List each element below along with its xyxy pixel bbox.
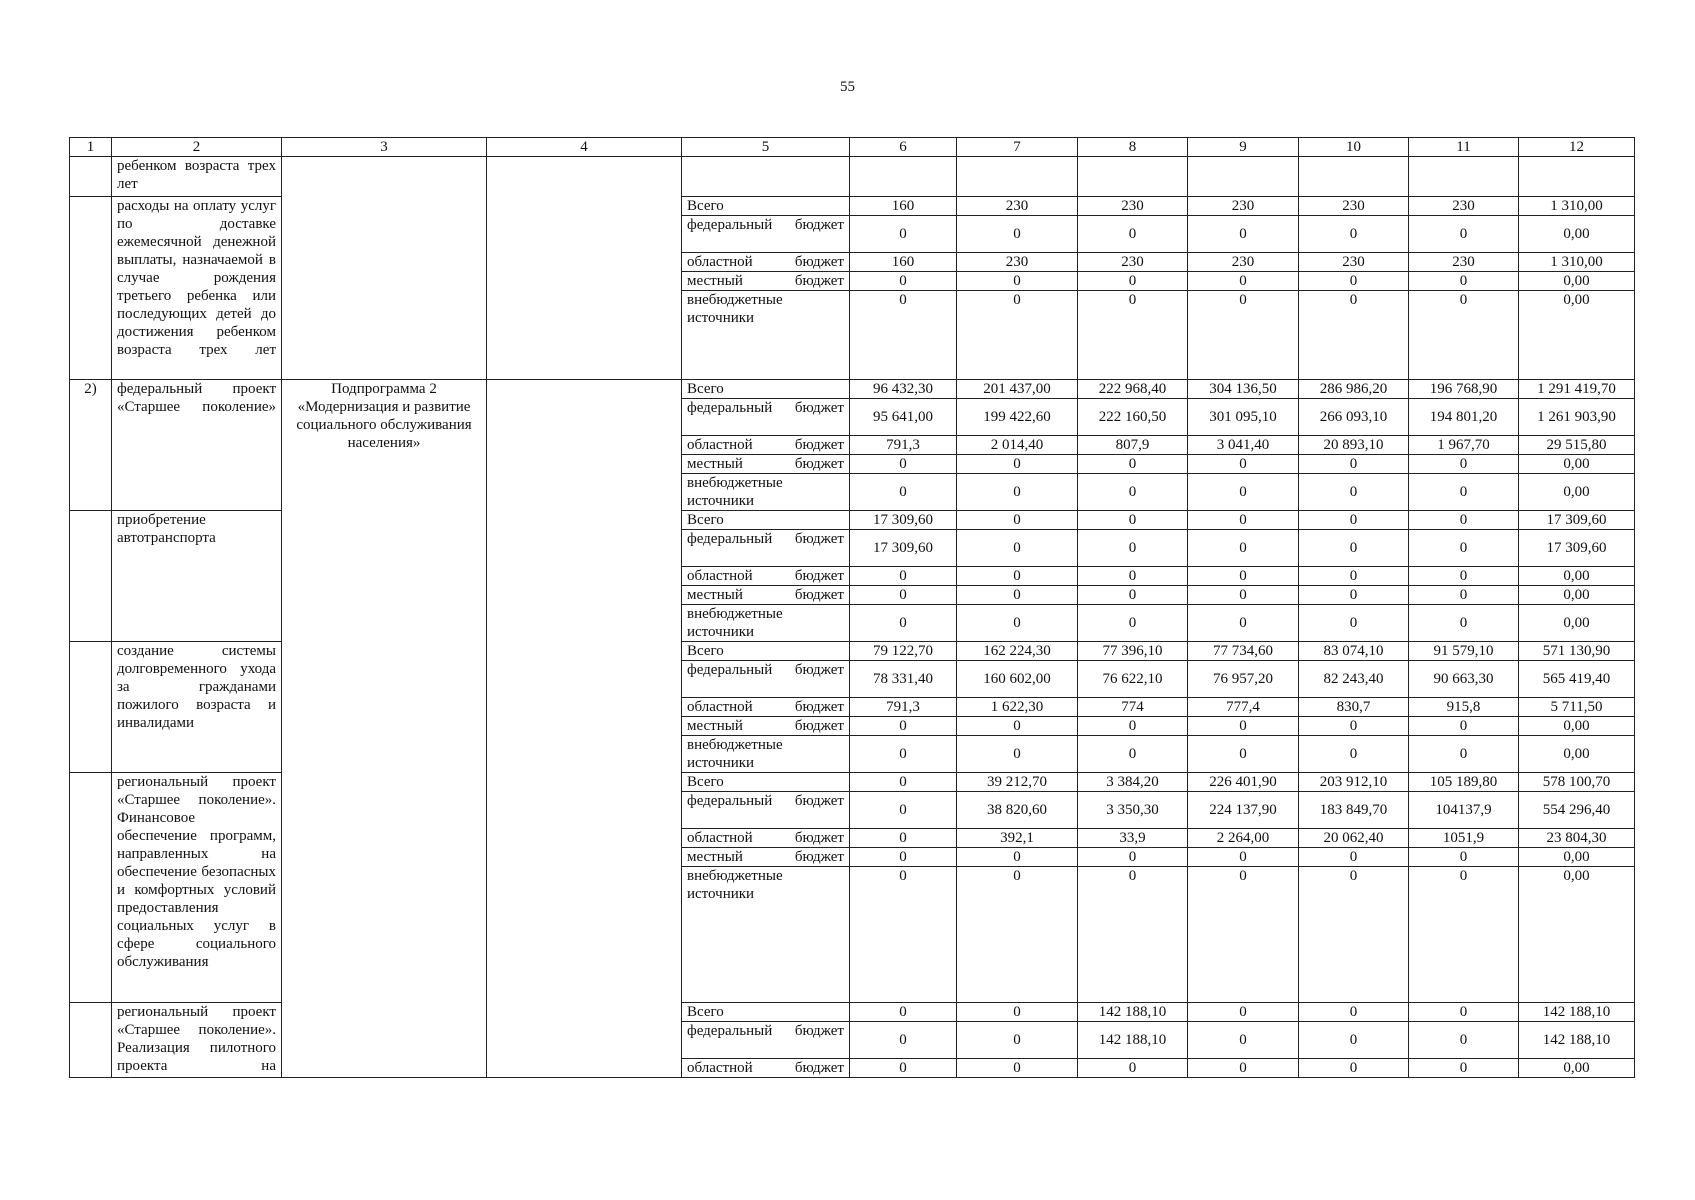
- value-cell: 0: [957, 530, 1078, 567]
- value-cell: 0: [1188, 511, 1299, 530]
- value-cell: 142 188,10: [1519, 1022, 1635, 1059]
- value-cell: 1 291 419,70: [1519, 380, 1635, 399]
- value-cell: 3 384,20: [1078, 773, 1188, 792]
- value-cell: 0: [1188, 530, 1299, 567]
- value-cell: 0: [1078, 1059, 1188, 1078]
- value-cell: 0,00: [1519, 291, 1635, 380]
- value-cell: 0: [1299, 455, 1409, 474]
- row-number-cell: [70, 157, 112, 197]
- value-cell: 0: [1409, 717, 1519, 736]
- value-cell: 77 734,60: [1188, 642, 1299, 661]
- value-cell: 0: [850, 717, 957, 736]
- row-number-cell: [70, 1003, 112, 1078]
- funding-source-cell: местный бюджет: [682, 848, 850, 867]
- value-cell: 0: [1299, 272, 1409, 291]
- value-cell: 0: [1409, 1059, 1519, 1078]
- column-header: 9: [1188, 138, 1299, 157]
- value-cell: 0: [850, 1022, 957, 1059]
- funding-source-cell: внебюджетные источники: [682, 605, 850, 642]
- value-cell: 0,00: [1519, 272, 1635, 291]
- value-cell: 0: [1188, 736, 1299, 773]
- value-cell: 0: [1299, 586, 1409, 605]
- column-header: 10: [1299, 138, 1409, 157]
- value-cell: 104137,9: [1409, 792, 1519, 829]
- value-cell: 230: [1078, 197, 1188, 216]
- value-cell: 0: [1299, 530, 1409, 567]
- value-cell: 1 622,30: [957, 698, 1078, 717]
- funding-source-cell: Всего: [682, 197, 850, 216]
- value-cell: 226 401,90: [1188, 773, 1299, 792]
- value-cell: 286 986,20: [1299, 380, 1409, 399]
- value-cell: 0: [957, 736, 1078, 773]
- value-cell: 0: [850, 867, 957, 1003]
- value-cell: 571 130,90: [1519, 642, 1635, 661]
- row-number-cell: [70, 773, 112, 1003]
- value-cell: 0: [1409, 272, 1519, 291]
- value-cell: 230: [1188, 253, 1299, 272]
- value-cell: 777,4: [1188, 698, 1299, 717]
- value-cell: 194 801,20: [1409, 399, 1519, 436]
- funding-source-cell: федеральный бюджет: [682, 216, 850, 253]
- value-cell: 0: [1299, 474, 1409, 511]
- value-cell: 0: [1409, 474, 1519, 511]
- value-cell: 0: [1299, 216, 1409, 253]
- value-cell: 0: [1078, 272, 1188, 291]
- value-cell: 0: [850, 291, 957, 380]
- value-cell: 0: [1409, 455, 1519, 474]
- value-cell: 160: [850, 197, 957, 216]
- measure-name-cell: региональный проект «Старшее поколение». Финансовое обеспечение программ, направленных на обеспечение безопасных и комфортных условий предоставления социальных услуг в сфере социального обслуживания: [112, 773, 282, 1003]
- value-cell: 0: [1188, 455, 1299, 474]
- value-cell: 0: [957, 1022, 1078, 1059]
- value-cell: 29 515,80: [1519, 436, 1635, 455]
- value-cell: 0: [1409, 736, 1519, 773]
- measure-name-cell: приобретение автотранспорта: [112, 511, 282, 642]
- row-number-cell: [70, 511, 112, 642]
- empty-cell: [1409, 157, 1519, 197]
- funding-source-cell: внебюджетные источники: [682, 474, 850, 511]
- funding-source-cell: местный бюджет: [682, 272, 850, 291]
- row-number-cell: [70, 197, 112, 380]
- value-cell: 230: [1188, 197, 1299, 216]
- value-cell: 0: [850, 1059, 957, 1078]
- column-header: 11: [1409, 138, 1519, 157]
- value-cell: 1 967,70: [1409, 436, 1519, 455]
- value-cell: 222 160,50: [1078, 399, 1188, 436]
- value-cell: 0,00: [1519, 717, 1635, 736]
- value-cell: 201 437,00: [957, 380, 1078, 399]
- value-cell: 0: [957, 216, 1078, 253]
- value-cell: 2 014,40: [957, 436, 1078, 455]
- value-cell: 142 188,10: [1519, 1003, 1635, 1022]
- value-cell: 0,00: [1519, 848, 1635, 867]
- empty-cell: [282, 157, 487, 380]
- funding-source-cell: Всего: [682, 642, 850, 661]
- value-cell: 0: [850, 848, 957, 867]
- header-row: [70, 138, 1635, 157]
- value-cell: 578 100,70: [1519, 773, 1635, 792]
- value-cell: 0: [1299, 717, 1409, 736]
- value-cell: 17 309,60: [850, 530, 957, 567]
- value-cell: 2 264,00: [1188, 829, 1299, 848]
- value-cell: 79 122,70: [850, 642, 957, 661]
- funding-source-cell: внебюджетные источники: [682, 867, 850, 1003]
- value-cell: 0: [1299, 867, 1409, 1003]
- funding-source-cell: областной бюджет: [682, 698, 850, 717]
- value-cell: 76 622,10: [1078, 661, 1188, 698]
- value-cell: 183 849,70: [1299, 792, 1409, 829]
- value-cell: 0: [1188, 474, 1299, 511]
- value-cell: 142 188,10: [1078, 1022, 1188, 1059]
- value-cell: 3 350,30: [1078, 792, 1188, 829]
- column-header: 6: [850, 138, 957, 157]
- value-cell: 0: [1078, 530, 1188, 567]
- empty-cell: [957, 157, 1078, 197]
- value-cell: 230: [1299, 197, 1409, 216]
- value-cell: 77 396,10: [1078, 642, 1188, 661]
- value-cell: 0: [1188, 216, 1299, 253]
- value-cell: 0: [1078, 848, 1188, 867]
- value-cell: 0,00: [1519, 605, 1635, 642]
- value-cell: 230: [1409, 197, 1519, 216]
- funding-source-cell: Всего: [682, 380, 850, 399]
- column-header: 7: [957, 138, 1078, 157]
- value-cell: 1 310,00: [1519, 197, 1635, 216]
- funding-source-cell: внебюджетные источники: [682, 736, 850, 773]
- value-cell: 0: [850, 773, 957, 792]
- value-cell: 82 243,40: [1299, 661, 1409, 698]
- empty-cell: [1078, 157, 1188, 197]
- value-cell: 96 432,30: [850, 380, 957, 399]
- value-cell: 0: [1188, 1003, 1299, 1022]
- value-cell: 160: [850, 253, 957, 272]
- value-cell: 3 041,40: [1188, 436, 1299, 455]
- value-cell: 915,8: [1409, 698, 1519, 717]
- value-cell: 0,00: [1519, 216, 1635, 253]
- funding-source-cell: федеральный бюджет: [682, 399, 850, 436]
- value-cell: 0: [1299, 1059, 1409, 1078]
- funding-source-cell: федеральный бюджет: [682, 661, 850, 698]
- value-cell: 0: [957, 291, 1078, 380]
- value-cell: 0: [1078, 216, 1188, 253]
- value-cell: 0: [957, 717, 1078, 736]
- value-cell: 23 804,30: [1519, 829, 1635, 848]
- value-cell: 565 419,40: [1519, 661, 1635, 698]
- value-cell: 0: [1188, 605, 1299, 642]
- row-number-cell: [70, 642, 112, 773]
- value-cell: 83 074,10: [1299, 642, 1409, 661]
- value-cell: 105 189,80: [1409, 773, 1519, 792]
- funding-source-cell: федеральный бюджет: [682, 792, 850, 829]
- value-cell: 0: [1188, 586, 1299, 605]
- value-cell: 90 663,30: [1409, 661, 1519, 698]
- value-cell: 0,00: [1519, 455, 1635, 474]
- value-cell: 0: [850, 829, 957, 848]
- empty-cell: [850, 157, 957, 197]
- value-cell: 554 296,40: [1519, 792, 1635, 829]
- value-cell: 230: [957, 197, 1078, 216]
- measure-name-cell: федеральный проект «Старшее поколение»: [112, 380, 282, 511]
- value-cell: 0: [850, 474, 957, 511]
- value-cell: 0: [1409, 216, 1519, 253]
- value-cell: 0: [1078, 736, 1188, 773]
- value-cell: 203 912,10: [1299, 773, 1409, 792]
- value-cell: 0,00: [1519, 567, 1635, 586]
- value-cell: 0: [1409, 605, 1519, 642]
- value-cell: 0: [850, 792, 957, 829]
- value-cell: 0: [957, 272, 1078, 291]
- value-cell: 301 095,10: [1188, 399, 1299, 436]
- value-cell: 1 261 903,90: [1519, 399, 1635, 436]
- value-cell: 0: [1299, 848, 1409, 867]
- subprogram-cell: Подпрограмма 2 «Модернизация и развитие социального обслуживания населения»: [282, 380, 487, 1078]
- value-cell: 0: [1188, 717, 1299, 736]
- value-cell: 0: [1409, 848, 1519, 867]
- value-cell: 0: [850, 736, 957, 773]
- empty-cell: [682, 157, 850, 197]
- value-cell: 17 309,60: [1519, 530, 1635, 567]
- value-cell: 0: [1078, 455, 1188, 474]
- value-cell: 38 820,60: [957, 792, 1078, 829]
- value-cell: 266 093,10: [1299, 399, 1409, 436]
- value-cell: 230: [1409, 253, 1519, 272]
- empty-cell: [487, 380, 682, 1078]
- value-cell: 0: [1409, 530, 1519, 567]
- value-cell: 0: [1188, 848, 1299, 867]
- value-cell: 0: [1409, 291, 1519, 380]
- value-cell: 791,3: [850, 698, 957, 717]
- value-cell: 0: [1188, 567, 1299, 586]
- value-cell: 5 711,50: [1519, 698, 1635, 717]
- value-cell: 20 062,40: [1299, 829, 1409, 848]
- value-cell: 0: [1299, 511, 1409, 530]
- value-cell: 0: [850, 455, 957, 474]
- value-cell: 0: [1299, 605, 1409, 642]
- value-cell: 0: [1299, 736, 1409, 773]
- funding-source-cell: местный бюджет: [682, 717, 850, 736]
- empty-cell: [1188, 157, 1299, 197]
- value-cell: 0: [1078, 474, 1188, 511]
- table-row: [70, 380, 1635, 399]
- column-header: 1: [70, 138, 112, 157]
- value-cell: 774: [1078, 698, 1188, 717]
- measure-name-cell: ребенком возраста трех лет: [112, 157, 282, 197]
- empty-cell: [487, 157, 682, 380]
- measure-name-cell: создание системы долговременного ухода за гражданами пожилого возраста и инвалидами: [112, 642, 282, 773]
- funding-source-cell: областной бюджет: [682, 567, 850, 586]
- value-cell: 160 602,00: [957, 661, 1078, 698]
- funding-source-cell: областной бюджет: [682, 829, 850, 848]
- funding-source-cell: внебюджетные источники: [682, 291, 850, 380]
- value-cell: 0: [1078, 867, 1188, 1003]
- value-cell: 0: [1078, 605, 1188, 642]
- value-cell: 0: [957, 567, 1078, 586]
- value-cell: 0: [1409, 586, 1519, 605]
- value-cell: 39 212,70: [957, 773, 1078, 792]
- value-cell: 304 136,50: [1188, 380, 1299, 399]
- funding-source-cell: федеральный бюджет: [682, 530, 850, 567]
- value-cell: 0: [957, 455, 1078, 474]
- value-cell: 0,00: [1519, 474, 1635, 511]
- value-cell: 0: [957, 867, 1078, 1003]
- measure-name-cell: расходы на оплату услуг по доставке ежемесячной денежной выплаты, назначаемой в случае рождения третьего ребенка или последующих детей до достижения ребенком возраста трех лет: [112, 197, 282, 380]
- value-cell: 0: [850, 567, 957, 586]
- row-number-cell: 2): [70, 380, 112, 511]
- value-cell: 830,7: [1299, 698, 1409, 717]
- value-cell: 0: [957, 586, 1078, 605]
- column-header: 4: [487, 138, 682, 157]
- value-cell: 0: [1078, 511, 1188, 530]
- value-cell: 0: [1409, 567, 1519, 586]
- column-header: 2: [112, 138, 282, 157]
- value-cell: 0: [957, 474, 1078, 511]
- value-cell: 0: [1078, 586, 1188, 605]
- column-header: 3: [282, 138, 487, 157]
- value-cell: 76 957,20: [1188, 661, 1299, 698]
- value-cell: 392,1: [957, 829, 1078, 848]
- value-cell: 20 893,10: [1299, 436, 1409, 455]
- value-cell: 0: [850, 586, 957, 605]
- value-cell: 0: [1188, 867, 1299, 1003]
- funding-source-cell: областной бюджет: [682, 253, 850, 272]
- empty-cell: [1519, 157, 1635, 197]
- value-cell: 17 309,60: [850, 511, 957, 530]
- budget-table: [69, 137, 1635, 1078]
- value-cell: 95 641,00: [850, 399, 957, 436]
- value-cell: 0: [957, 1059, 1078, 1078]
- value-cell: 196 768,90: [1409, 380, 1519, 399]
- value-cell: 0,00: [1519, 736, 1635, 773]
- value-cell: 0: [1078, 717, 1188, 736]
- value-cell: 807,9: [1078, 436, 1188, 455]
- value-cell: 0: [850, 605, 957, 642]
- funding-source-cell: областной бюджет: [682, 1059, 850, 1078]
- value-cell: 230: [1299, 253, 1409, 272]
- column-header: 8: [1078, 138, 1188, 157]
- value-cell: 0: [957, 848, 1078, 867]
- value-cell: 162 224,30: [957, 642, 1078, 661]
- value-cell: 0: [1188, 1059, 1299, 1078]
- value-cell: 0: [1299, 567, 1409, 586]
- value-cell: 0: [850, 216, 957, 253]
- value-cell: 33,9: [1078, 829, 1188, 848]
- value-cell: 91 579,10: [1409, 642, 1519, 661]
- value-cell: 0: [1299, 291, 1409, 380]
- value-cell: 0: [957, 1003, 1078, 1022]
- funding-source-cell: Всего: [682, 773, 850, 792]
- funding-source-cell: Всего: [682, 1003, 850, 1022]
- value-cell: 0: [1078, 291, 1188, 380]
- empty-cell: [1299, 157, 1409, 197]
- value-cell: 0: [1299, 1003, 1409, 1022]
- value-cell: 0: [1188, 291, 1299, 380]
- value-cell: 0: [1409, 1003, 1519, 1022]
- table-row: [70, 157, 1635, 197]
- value-cell: 199 422,60: [957, 399, 1078, 436]
- value-cell: 0: [1188, 272, 1299, 291]
- funding-source-cell: местный бюджет: [682, 455, 850, 474]
- value-cell: 230: [1078, 253, 1188, 272]
- page-number: 55: [840, 79, 855, 95]
- value-cell: 17 309,60: [1519, 511, 1635, 530]
- funding-source-cell: федеральный бюджет: [682, 1022, 850, 1059]
- value-cell: 0: [1078, 567, 1188, 586]
- column-header: 12: [1519, 138, 1635, 157]
- value-cell: 224 137,90: [1188, 792, 1299, 829]
- column-header: 5: [682, 138, 850, 157]
- value-cell: 230: [957, 253, 1078, 272]
- value-cell: 1 310,00: [1519, 253, 1635, 272]
- funding-source-cell: местный бюджет: [682, 586, 850, 605]
- value-cell: 0: [1409, 511, 1519, 530]
- value-cell: 0: [850, 1003, 957, 1022]
- value-cell: 0: [957, 605, 1078, 642]
- value-cell: 0: [1409, 867, 1519, 1003]
- value-cell: 0,00: [1519, 586, 1635, 605]
- value-cell: 0: [957, 511, 1078, 530]
- funding-source-cell: областной бюджет: [682, 436, 850, 455]
- measure-name-cell: региональный проект «Старшее поколение». Реализация пилотного проекта на: [112, 1003, 282, 1078]
- funding-source-cell: Всего: [682, 511, 850, 530]
- value-cell: 791,3: [850, 436, 957, 455]
- value-cell: 78 331,40: [850, 661, 957, 698]
- value-cell: 222 968,40: [1078, 380, 1188, 399]
- value-cell: 0,00: [1519, 1059, 1635, 1078]
- value-cell: 0: [1409, 1022, 1519, 1059]
- value-cell: 0: [1299, 1022, 1409, 1059]
- value-cell: 0: [850, 272, 957, 291]
- value-cell: 1051,9: [1409, 829, 1519, 848]
- value-cell: 0: [1188, 1022, 1299, 1059]
- value-cell: 142 188,10: [1078, 1003, 1188, 1022]
- value-cell: 0,00: [1519, 867, 1635, 1003]
